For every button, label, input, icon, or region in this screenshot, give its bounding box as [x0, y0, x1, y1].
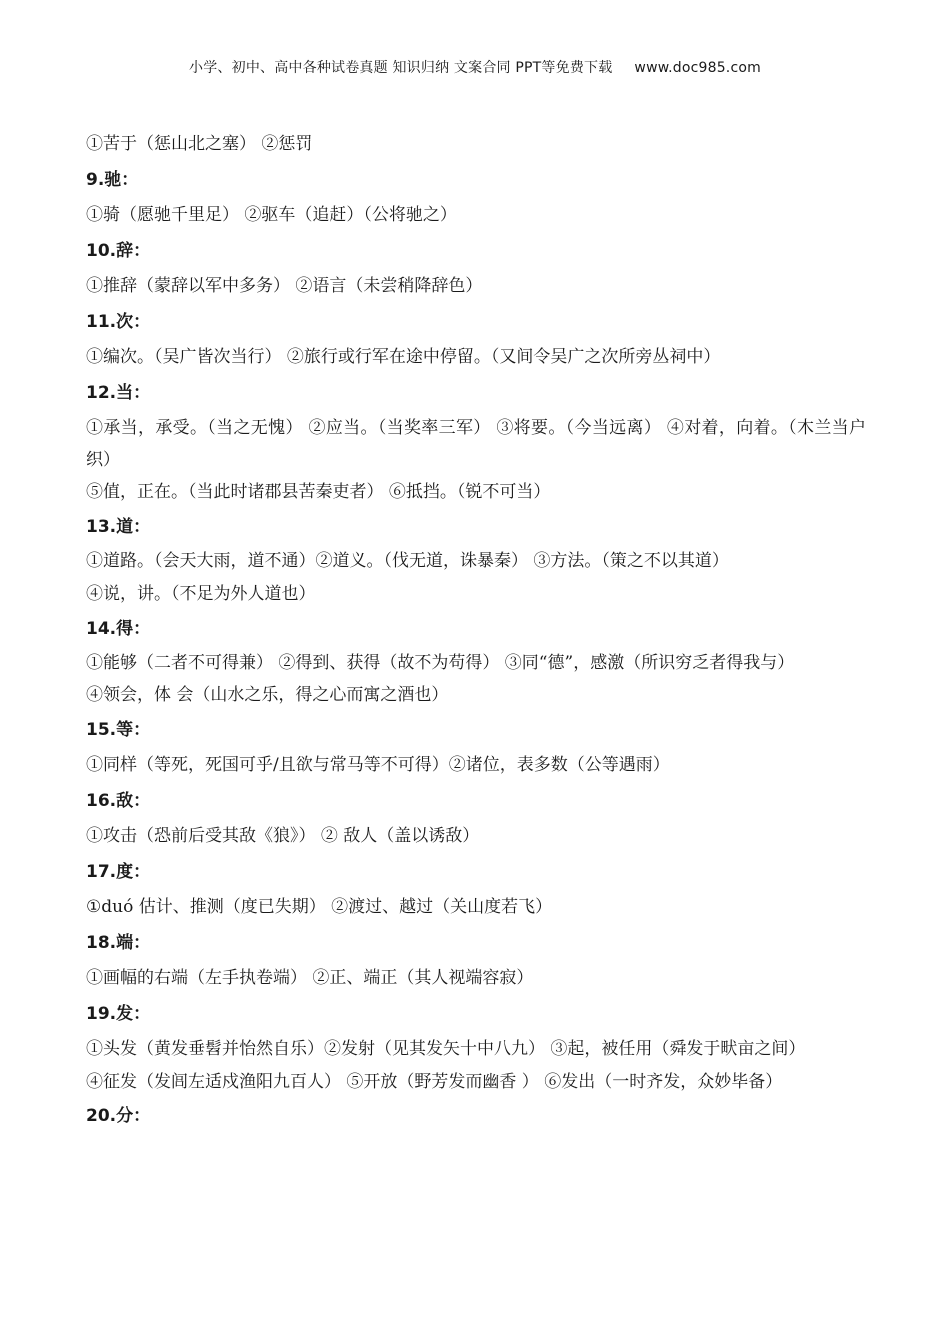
definition-line: ①头发（黄发垂髫并怡然自乐）②发射（见其发矢十中八九） ③起，被任用（舜发于畎亩之间） [86, 1039, 806, 1059]
term-heading: 9.驰： [86, 170, 139, 190]
definition-line: ①编次。（吴广皆次当行） ②旅行或行军在途中停留。（又间令吴广之次所旁丛祠中） [86, 347, 721, 367]
definition-line: ①推辞（蒙辞以军中多务） ②语言（未尝稍降辞色） [86, 276, 483, 296]
definition-line: ①承当，承受。（当之无愧） ②应当。（当奖率三军） ③将要。（今当远离） ④对着，向着。（木兰当户织） [86, 418, 866, 470]
definition-line: ①同样（等死，死国可乎/且欲与常马等不可得）②诸位，表多数（公等遇雨） [86, 755, 670, 775]
term-heading: 11.次： [86, 312, 151, 332]
document-body [86, 128, 866, 1133]
term-heading: 10.辞： [86, 241, 151, 261]
definition-line: ⑤值，正在。（当此时诸郡县苦秦吏者） ⑥抵挡。（锐不可当） [86, 482, 551, 502]
term-heading: 16.敌： [86, 791, 151, 811]
definition-line: ①画幅的右端（左手执卷端） ②正、端正（其人视端容寂） [86, 968, 534, 988]
header-site-link[interactable]: www.doc985.com [634, 60, 761, 76]
term-heading: 15.等： [86, 720, 151, 740]
term-heading: 17.度： [86, 862, 151, 882]
definition-line: ①苦于（惩山北之塞） ②惩罚 [86, 134, 313, 154]
term-heading: 19.发： [86, 1004, 151, 1024]
header-text: 小学、初中、高中各种试卷真题 知识归纳 文案合同 PPT等免费下载 [189, 60, 613, 76]
page-header [0, 57, 950, 77]
term-heading: 13.道： [86, 517, 151, 537]
definition-line: ④领会，体 会（山水之乐，得之心而寓之酒也） [86, 685, 449, 705]
definition-line: ①duó 估计、推测（度已失期） ②渡过、越过（关山度若飞） [86, 897, 553, 917]
term-heading: 18.端： [86, 933, 151, 953]
term-heading: 12.当： [86, 383, 151, 403]
definition-line: ①能够（二者不可得兼） ②得到、获得（故不为苟得） ③同“德”，感激（所识穷乏者得我与） [86, 653, 795, 673]
term-heading: 14.得： [86, 619, 151, 639]
definition-line: ④说，讲。（不足为外人道也） [86, 584, 316, 604]
term-heading: 20.分： [86, 1106, 151, 1126]
definition-line: ①骑（愿驰千里足） ②驱车（追赶）（公将驰之） [86, 205, 457, 225]
definition-line: ①道路。（会天大雨，道不通）②道义。（伐无道，诛暴秦） ③方法。（策之不以其道） [86, 551, 729, 571]
definition-line: ①攻击（恐前后受其敌《狼》） ② 敌人（盖以诱敌） [86, 826, 480, 846]
definition-line: ④征发（发闾左适戍渔阳九百人） ⑤开放（野芳发而幽香 ） ⑥发出（一时齐发，众妙毕备） [86, 1072, 783, 1092]
